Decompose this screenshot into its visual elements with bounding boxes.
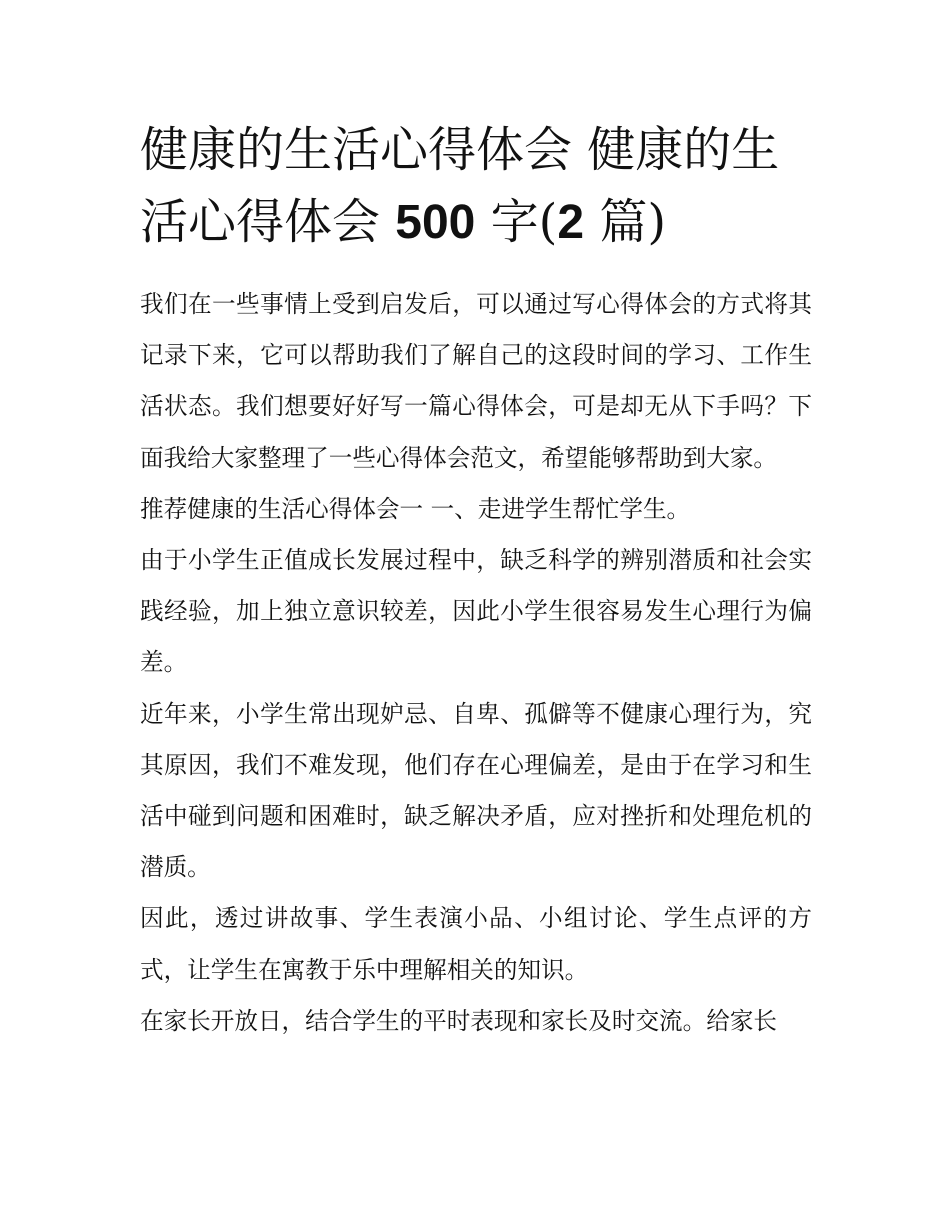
title-text-3: 篇) (599, 194, 667, 250)
title-text-2: 字( (490, 194, 558, 250)
paragraph: 由于小学生正值成长发展过程中，缺乏科学的辨别潜质和社会实践经验，加上独立意识较差，因此小学生很容易发生心理行为偏差。 (140, 546, 812, 677)
title-count: 2 (557, 196, 585, 249)
title-number: 500 (395, 196, 476, 249)
document-body (140, 279, 812, 1047)
paragraph: 近年来，小学生常出现妒忌、自卑、孤僻等不健康心理行为，究其原因，我们不难发现，他们存在心理偏差，是由于在学习和生活中碰到问题和困难时，缺乏解决矛盾，应对挫折和处理危机的潜质。 (140, 699, 812, 882)
document-title (140, 114, 812, 259)
paragraph-section-heading: 推荐健康的生活心得体会一 一、走进学生帮忙学生。 (140, 494, 691, 523)
paragraph: 因此，透过讲故事、学生表演小品、小组讨论、学生点评的方式，让学生在寓教于乐中理解相关的知识。 (140, 904, 812, 984)
title-text-1: 健康的生活心得体会 健康的生活心得体会 (140, 122, 780, 250)
paragraph-intro: 我们在一些事情上受到启发后，可以通过写心得体会的方式将其记录下来，它可以帮助我们了解自己的这段时间的学习、工作生活状态。我们想要好好写一篇心得体会，可是却无从下手吗？下面我给大家整理了一些心得体会范文，希望能够帮助到大家。 (140, 290, 812, 472)
document-page (140, 114, 812, 1047)
paragraph: 在家长开放日，结合学生的平时表现和家长及时交流。给家长 (140, 1006, 778, 1035)
